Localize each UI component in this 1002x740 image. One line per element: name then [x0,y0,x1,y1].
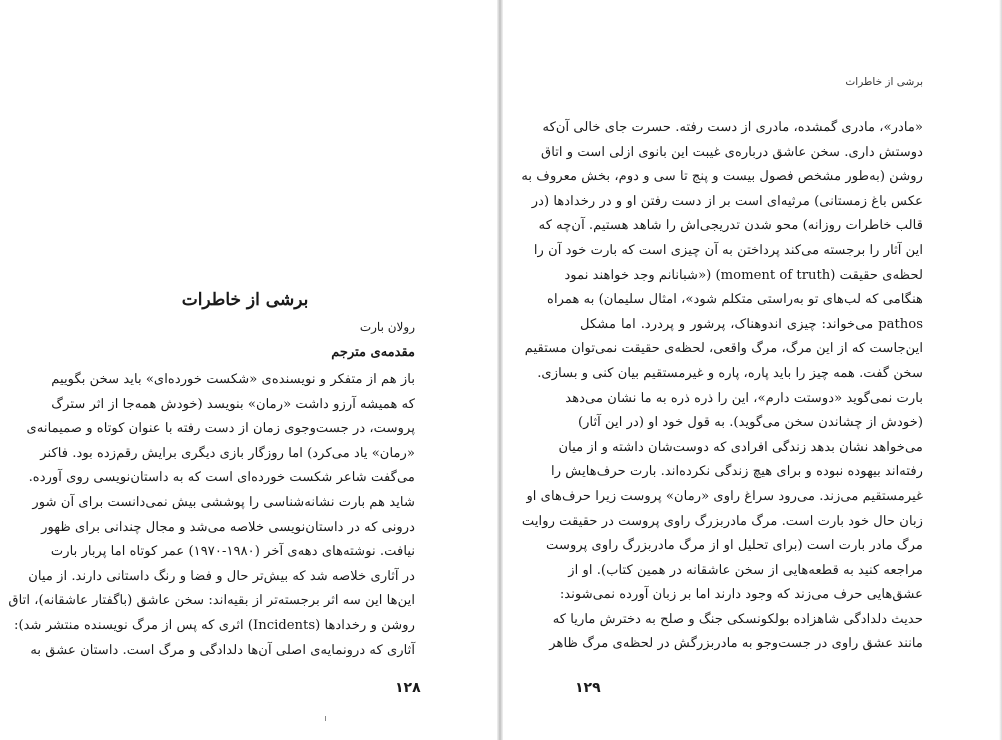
left-page [0,0,499,740]
text-line: قالب خاطرات روزانه) محو شدن تدریجی‌اش را شاهد هستیم. آن‌چه که [538,218,923,234]
text-line: رفته‌اند بیهوده نبوده و برای هیچ زندگی نکرده‌اند. بارت حرف‌هایش را [551,464,923,480]
text-line: pathos می‌خواند: چیزی اندوهناک، پرشور و پردرد. اما مشکل [580,316,923,332]
right-page [503,0,1002,740]
text-line: عکس باغ زمستانی) مرثیه‌ای است بر از دست رفتن او و در رخدادها (در [531,193,923,209]
text-line: مانند عشق راوی در جست‌وجو به مادربزرگش در لحظه‌ی مرگ ظاهر [549,636,923,652]
text-line: می‌گفت شاعر شکست خورده‌ای است که به داستان‌نویسی روی آورده. [28,470,415,486]
text-line: دوستش داری. سخن عاشق درباره‌ی غیبت این بانوی ازلی است و اتاق [540,144,923,160]
text-line: غیرمستقیم می‌زند. می‌رود سراغ راوی «رمان» پروست زیرا حرف‌های او [526,488,923,504]
text-line: سخن گفت. همه چیز را باید پاره، پاره و غیرمستقیم بیان کنی و بسازی. [537,365,923,381]
text-line: این‌ها این سه اثر برجسته‌تر از بقیه‌اند: سخن عاشق (باگفتار عاشقانه)، اتاق [8,593,415,609]
text-line: باز هم از متفکر و نویسنده‌ی «شکست خورده‌ای» باید سخن بگوییم [51,372,415,387]
section-heading: مقدمه‌ی مترجم [331,345,415,360]
text-line: عشق‌هایی حرف می‌زند که وجود دارند اما بر زبان آورده نمی‌شوند: [559,587,923,603]
text-line: نیافت. نوشته‌های دهه‌ی آخر (۱۹۸۰-۱۹۷۰) عمر کوتاه اما پربار بارت [50,544,415,560]
text-line: شاید هم بارت نشانه‌شناسی را پوششی بیش نمی‌دانست برای آن شور [32,494,415,510]
text-line: حدیث دلدادگی شاهزاده بولکونسکی جنگ و صلح به دخترش ماریا که [552,611,923,627]
text-line: این آثار را برجسته می‌کند پرداختن به آن چیزی است که بارت خود آن را [533,242,923,258]
text-line: مرگ مادر بارت است (برای تحلیل او از مرگ مادربزرگ راوی پروست [546,538,923,554]
print-mark [325,716,326,721]
text-line: لحظه‌ی حقیقت (moment of truth) («شبانانم وجد خواهند نمود [564,267,923,283]
text-line: روشن و رخدادها (Incidents) اثری که پس از مرگ نویسنده منتشر شد): [14,617,415,633]
chapter-title: برشی از خاطرات [181,290,309,310]
page-number: ۱۲۹ [575,680,601,696]
text-line: مراجعه کنید به قطعه‌هایی از سخن عاشقانه در همین کتاب). او از [568,562,923,578]
running-head: برشی از خاطرات [845,76,923,88]
right-body-text [521,116,923,657]
text-line: آثاری که درونمایه‌ی اصلی آن‌ها دلدادگی و مرگ است. داستان عشق به [30,642,415,658]
text-line: این‌جاست که از این مرگ، مرگ واقعی، لحظه‌ی حقیقت نمی‌توان مستقیم [524,341,923,357]
text-line: می‌خواهد نشان بدهد زندگی افرادی که دوست‌شان داشته و از میان [558,439,923,455]
text-line: در آثاری خلاصه شد که بیش‌تر حال و فضا و رنگ داستانی دارند. از میان [28,568,415,584]
author-name: رولان بارت [359,320,415,334]
text-line: پروست، در جست‌وجوی زمان از دست رفته با عنوان کوتاه و صمیمانه‌ی [26,421,415,437]
text-line: بارت نمی‌گوید «دوستت دارم»، این را ذره ذره به ما نشان می‌دهد [565,390,923,406]
text-line: که همیشه آرزو داشت «رمان» بنویسد (خودش همه‌جا از اثر سترگ [51,396,415,412]
left-body-text [8,368,415,663]
text-line: زبان حال خود بارت است. مرگ مادربزرگ راوی پروست در حقیقت روایت [521,513,923,529]
text-line: «مادر»، مادری گمشده، مادری از دست رفته. حسرت جای خالی آن‌که [542,120,923,135]
text-line: (خودش از چشاندن سخن می‌گوید). به قول خود او (در این آثار) [577,415,923,431]
page-number: ۱۲۸ [395,680,421,696]
text-line: درونی که در داستان‌نویسی خلاصه می‌شد و مجال چندانی برای ظهور [41,519,415,535]
text-line: روشن (به‌طور مشخص فصول بیست و پنج تا سی و دوم، بخش معروف به [521,169,923,185]
text-line: «رمان» یاد می‌کرد) اما روزگار بازی دیگری برایش رقم‌زده بود. فاکنر [40,445,415,461]
text-line: هنگامی که لب‌های تو به‌راستی متکلم شود»، امثال سلیمان) به همراه [547,292,923,308]
